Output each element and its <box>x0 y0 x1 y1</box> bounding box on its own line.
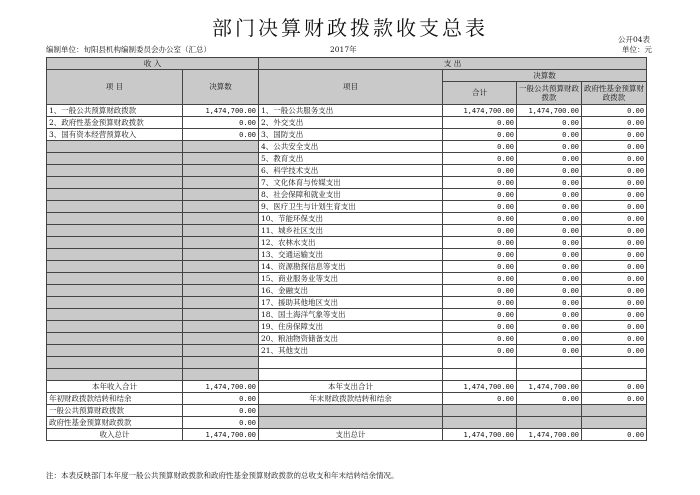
blank <box>259 417 443 429</box>
table-row <box>47 141 647 153</box>
expense-total <box>443 357 517 369</box>
expense-general: 0.00 <box>517 153 582 165</box>
expense-fund: 0.00 <box>582 237 647 249</box>
expense-fund: 0.00 <box>582 201 647 213</box>
expense-fund: 0.00 <box>582 141 647 153</box>
year-expense-label: 本年支出合计 <box>259 381 443 393</box>
expense-general: 0.00 <box>517 117 582 129</box>
expense-total: 0.00 <box>443 189 517 201</box>
blank <box>443 405 517 417</box>
expense-general <box>517 369 582 381</box>
table-row <box>47 285 647 297</box>
income-amount <box>183 213 259 225</box>
expense-general: 0.00 <box>517 189 582 201</box>
income-amount <box>183 309 259 321</box>
expense-item: 9、医疗卫生与计划生育支出 <box>259 201 443 213</box>
income-item <box>47 249 183 261</box>
blank <box>582 417 647 429</box>
income-item <box>47 297 183 309</box>
expense-general: 0.00 <box>517 273 582 285</box>
expense-item: 17、援助其他地区支出 <box>259 297 443 309</box>
expense-fund: 0.00 <box>582 189 647 201</box>
expense-item: 8、社会保障和就业支出 <box>259 189 443 201</box>
expense-general: 1,474,700.00 <box>517 105 582 117</box>
summary-row <box>47 405 647 417</box>
expense-fund: 0.00 <box>582 249 647 261</box>
income-item <box>47 189 183 201</box>
expense-item: 21、其他支出 <box>259 345 443 357</box>
expense-total: 0.00 <box>443 273 517 285</box>
expense-fund: 0.00 <box>582 129 647 141</box>
expense-general: 0.00 <box>517 321 582 333</box>
end-balance-general: 0.00 <box>517 393 582 405</box>
income-total-label: 收入总计 <box>47 429 183 441</box>
income-item: 2、政府性基金预算财政拨款 <box>47 117 183 129</box>
expense-item: 19、住房保障支出 <box>259 321 443 333</box>
expense-general: 0.00 <box>517 285 582 297</box>
expense-total: 0.00 <box>443 129 517 141</box>
begin-general: 0.00 <box>183 405 259 417</box>
table-row <box>47 225 647 237</box>
table-row <box>47 117 647 129</box>
expense-fund: 0.00 <box>582 321 647 333</box>
summary-row <box>47 393 647 405</box>
begin-fund: 0.00 <box>183 417 259 429</box>
expense-total: 0.00 <box>443 141 517 153</box>
expense-fund <box>582 357 647 369</box>
report-year: 2017年 <box>330 45 357 54</box>
expense-item: 3、国防支出 <box>259 129 443 141</box>
expense-item: 15、商业服务业等支出 <box>259 273 443 285</box>
expense-fund: 0.00 <box>582 273 647 285</box>
expense-total: 0.00 <box>443 237 517 249</box>
income-expense-table <box>46 57 647 441</box>
expense-fund: 0.00 <box>582 117 647 129</box>
expense-general: 0.00 <box>517 177 582 189</box>
income-amount-header: 决算数 <box>183 70 259 105</box>
income-item <box>47 345 183 357</box>
table-row <box>47 297 647 309</box>
expense-item: 2、外交支出 <box>259 117 443 129</box>
expense-total: 0.00 <box>443 285 517 297</box>
expense-fund: 0.00 <box>582 213 647 225</box>
table-row <box>47 189 647 201</box>
table-row <box>47 357 647 369</box>
income-amount <box>183 273 259 285</box>
income-amount <box>183 285 259 297</box>
expense-general: 0.00 <box>517 141 582 153</box>
income-amount <box>183 249 259 261</box>
table-row <box>47 165 647 177</box>
expense-fund: 0.00 <box>582 333 647 345</box>
expense-fund: 0.00 <box>582 309 647 321</box>
expense-item: 16、金融支出 <box>259 285 443 297</box>
income-amount <box>183 201 259 213</box>
income-item: 1、一般公共预算财政拨款 <box>47 105 183 117</box>
table-row <box>47 129 647 141</box>
expense-item: 18、国土海洋气象等支出 <box>259 309 443 321</box>
table-row <box>47 321 647 333</box>
expense-fund: 0.00 <box>582 177 647 189</box>
income-amount <box>183 225 259 237</box>
income-item <box>47 273 183 285</box>
blank <box>582 405 647 417</box>
expense-item: 14、资源勘探信息等支出 <box>259 261 443 273</box>
form-code: 公开04表 <box>618 35 651 44</box>
expense-total-general: 1,474,700.00 <box>517 429 582 441</box>
income-item: 3、国有资本经营预算收入 <box>47 129 183 141</box>
income-amount: 1,474,700.00 <box>183 105 259 117</box>
expense-item <box>259 357 443 369</box>
expense-general: 0.00 <box>517 129 582 141</box>
expense-total-total: 1,474,700.00 <box>443 429 517 441</box>
table-row <box>47 153 647 165</box>
expense-fund: 0.00 <box>582 297 647 309</box>
expense-general: 0.00 <box>517 213 582 225</box>
expense-header: 支 出 <box>259 58 647 70</box>
end-balance-label: 年末财政拨款结转和结余 <box>259 393 443 405</box>
income-amount <box>183 357 259 369</box>
income-amount <box>183 345 259 357</box>
expense-total: 0.00 <box>443 321 517 333</box>
income-amount <box>183 369 259 381</box>
expense-fund: 0.00 <box>582 225 647 237</box>
income-item <box>47 201 183 213</box>
income-amount: 0.00 <box>183 129 259 141</box>
expense-general: 0.00 <box>517 165 582 177</box>
summary-row <box>47 381 647 393</box>
expense-total: 0.00 <box>443 333 517 345</box>
expense-item: 12、农林水支出 <box>259 237 443 249</box>
begin-fund-label: 政府性基金预算财政拨款 <box>47 417 183 429</box>
table-row <box>47 273 647 285</box>
expense-fund: 0.00 <box>582 261 647 273</box>
expense-item: 6、科学技术支出 <box>259 165 443 177</box>
begin-balance: 0.00 <box>183 393 259 405</box>
income-amount <box>183 177 259 189</box>
income-amount <box>183 165 259 177</box>
year-income: 1,474,700.00 <box>183 381 259 393</box>
general-col-header: 一般公共预算财政拨款 <box>517 82 582 105</box>
expense-total-label: 支出总计 <box>259 429 443 441</box>
expense-item-header: 项目 <box>259 70 443 105</box>
expense-amount-header: 决算数 <box>443 70 647 82</box>
income-amount: 0.00 <box>183 117 259 129</box>
expense-general: 0.00 <box>517 345 582 357</box>
expense-total <box>443 369 517 381</box>
expense-item: 13、交通运输支出 <box>259 249 443 261</box>
income-item-header: 项 目 <box>47 70 183 105</box>
income-amount <box>183 141 259 153</box>
expense-item: 4、公共安全支出 <box>259 141 443 153</box>
expense-fund: 0.00 <box>582 285 647 297</box>
expense-general: 0.00 <box>517 237 582 249</box>
begin-general-label: 一般公共预算财政拨款 <box>47 405 183 417</box>
income-total: 1,474,700.00 <box>183 429 259 441</box>
table-row <box>47 105 647 117</box>
expense-total: 0.00 <box>443 309 517 321</box>
income-item <box>47 141 183 153</box>
table-row <box>47 369 647 381</box>
expense-total: 0.00 <box>443 225 517 237</box>
summary-row <box>47 429 647 441</box>
income-item <box>47 165 183 177</box>
expense-item: 11、城乡社区支出 <box>259 225 443 237</box>
reporting-unit: 编制单位：旬阳县机构编制委员会办公室（汇总） <box>46 45 211 54</box>
income-item <box>47 357 183 369</box>
expense-item: 1、一般公共服务支出 <box>259 105 443 117</box>
table-row <box>47 345 647 357</box>
fund-col-header: 政府性基金预算财政拨款 <box>582 82 647 105</box>
expense-fund: 0.00 <box>582 153 647 165</box>
expense-total: 0.00 <box>443 345 517 357</box>
blank <box>517 405 582 417</box>
income-item <box>47 285 183 297</box>
table-row <box>47 213 647 225</box>
expense-general: 0.00 <box>517 309 582 321</box>
income-item <box>47 237 183 249</box>
expense-item <box>259 369 443 381</box>
expense-general: 0.00 <box>517 249 582 261</box>
expense-total: 0.00 <box>443 153 517 165</box>
expense-total-fund: 0.00 <box>582 429 647 441</box>
summary-row <box>47 417 647 429</box>
table-row <box>47 333 647 345</box>
income-amount <box>183 237 259 249</box>
year-expense-total: 1,474,700.00 <box>443 381 517 393</box>
currency-unit: 单位：元 <box>622 45 652 54</box>
income-header: 收 入 <box>47 58 259 70</box>
income-item <box>47 177 183 189</box>
expense-total: 0.00 <box>443 165 517 177</box>
expense-total: 0.00 <box>443 213 517 225</box>
income-amount <box>183 297 259 309</box>
expense-total: 0.00 <box>443 297 517 309</box>
table-row <box>47 237 647 249</box>
income-item <box>47 369 183 381</box>
expense-total: 0.00 <box>443 177 517 189</box>
expense-item: 10、节能环保支出 <box>259 213 443 225</box>
expense-total: 0.00 <box>443 249 517 261</box>
blank <box>259 405 443 417</box>
table-row <box>47 249 647 261</box>
table-row <box>47 201 647 213</box>
income-amount <box>183 153 259 165</box>
income-amount <box>183 333 259 345</box>
expense-fund: 0.00 <box>582 165 647 177</box>
income-item <box>47 261 183 273</box>
year-expense-fund: 0.00 <box>582 381 647 393</box>
report-title: 部门决算财政拨款收支总表 <box>212 16 488 40</box>
expense-general: 0.00 <box>517 261 582 273</box>
income-item <box>47 225 183 237</box>
table-row <box>47 261 647 273</box>
expense-general: 0.00 <box>517 297 582 309</box>
year-income-label: 本年收入合计 <box>47 381 183 393</box>
table-row <box>47 177 647 189</box>
income-item <box>47 309 183 321</box>
expense-fund <box>582 369 647 381</box>
expense-fund: 0.00 <box>582 345 647 357</box>
expense-general <box>517 357 582 369</box>
year-expense-general: 1,474,700.00 <box>517 381 582 393</box>
footnote: 注：本表反映部门本年度一般公共预算财政拨款和政府性基金预算财政拨款的总收支和年末结转结余情况。 <box>46 471 399 480</box>
blank <box>443 417 517 429</box>
expense-item: 20、粮油物资储备支出 <box>259 333 443 345</box>
begin-balance-label: 年初财政拨款结转和结余 <box>47 393 183 405</box>
income-amount <box>183 261 259 273</box>
expense-general: 0.00 <box>517 333 582 345</box>
end-balance-fund: 0.00 <box>582 393 647 405</box>
blank <box>517 417 582 429</box>
expense-item: 7、文化体育与传媒支出 <box>259 177 443 189</box>
expense-total: 0.00 <box>443 261 517 273</box>
total-col-header: 合计 <box>443 82 517 105</box>
expense-fund: 0.00 <box>582 105 647 117</box>
income-item <box>47 153 183 165</box>
income-item <box>47 321 183 333</box>
income-amount <box>183 321 259 333</box>
income-item <box>47 333 183 345</box>
expense-total: 0.00 <box>443 117 517 129</box>
expense-general: 0.00 <box>517 225 582 237</box>
expense-total: 0.00 <box>443 201 517 213</box>
expense-general: 0.00 <box>517 201 582 213</box>
end-balance-total: 0.00 <box>443 393 517 405</box>
expense-item: 5、教育支出 <box>259 153 443 165</box>
expense-total: 1,474,700.00 <box>443 105 517 117</box>
income-amount <box>183 189 259 201</box>
income-item <box>47 213 183 225</box>
table-row <box>47 309 647 321</box>
